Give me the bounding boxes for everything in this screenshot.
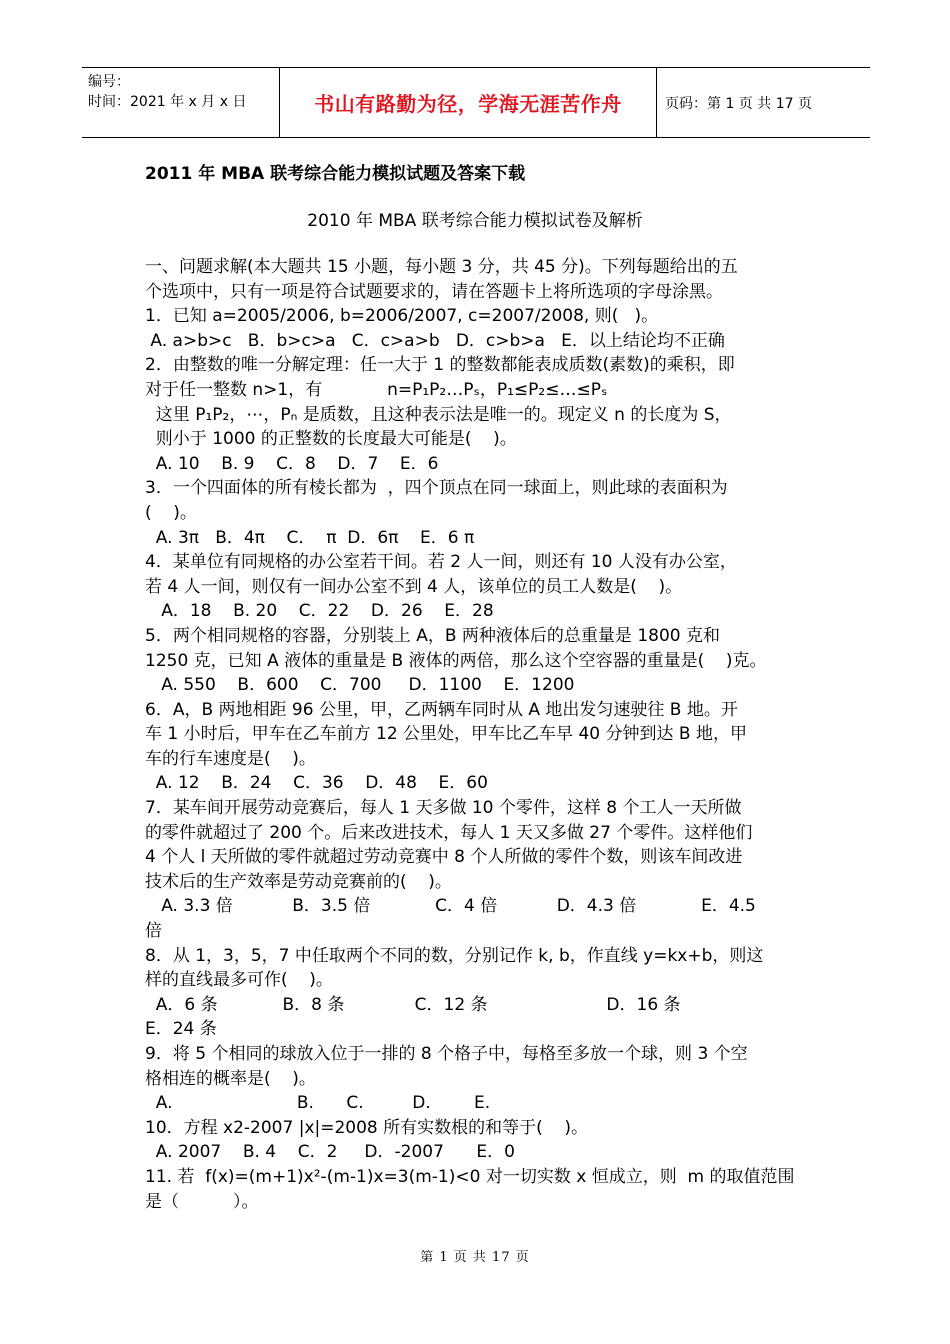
text-line: 一、问题求解(本大题共 15 小题，每小题 3 分，共 45 分)。下列每题给出的五: [145, 257, 738, 277]
text-line: 技术后的生产效率是劳动竞赛前的( )。: [145, 871, 452, 892]
text-line: 是（ ）。: [145, 1191, 259, 1212]
text-line: A. 10 B. 9 C．8 D．7 E．6: [145, 453, 439, 474]
text-line: 3．一个四面体的所有棱长都为 ，四个顶点在同一球面上，则此球的表面积为: [145, 478, 728, 499]
text-line: 倍: [145, 921, 162, 942]
header-motto: 书山有路勤为径，学海无涯苦作舟: [280, 68, 657, 137]
header-meta-cell: [82, 68, 280, 137]
text-line: 这里 P₁P₂，⋯，Pₙ 是质数，且这种表示法是唯一的。现定义 n 的长度为 S，: [145, 404, 732, 425]
text-line: 的零件就超过了 200 个。后来改进技术，每人 1 天又多做 27 个零件。这样他们: [145, 822, 753, 843]
header-table: [82, 67, 870, 138]
text-line: 则小于 1000 的正整数的长度最大可能是( )。: [145, 429, 517, 450]
text-line: 4 个人 l 天所做的零件就超过劳动竞赛中 8 个人所做的零件个数，则该车间改进: [145, 847, 743, 868]
text-line: 车 1 小时后，甲车在乙车前方 12 公里处，甲车比乙车早 40 分钟到达 B 地，甲: [145, 724, 747, 745]
text-line: A. 2007 B. 4 C．2 D．-2007 E．0: [145, 1142, 515, 1163]
text-line: 格相连的概率是( )。: [145, 1068, 316, 1089]
text-line: A. B. C. D. E.: [145, 1093, 491, 1114]
time-label: 时间：2021 年 x 月 x 日: [88, 94, 247, 110]
text-line: A．6 条 B．8 条 C．12 条 D．16 条: [145, 994, 681, 1015]
text-line: 6．A，B 两地相距 96 公里，甲，乙两辆车同时从 A 地出发匀速驶往 B 地。开: [145, 699, 738, 720]
text-line: A. 3.3 倍 B．3.5 倍 C．4 倍 D．4.3 倍 E．4.5: [145, 896, 756, 917]
header-page-info: 页码：第 1 页 共 17 页: [665, 95, 812, 112]
text-line: E．24 条: [145, 1019, 217, 1040]
text-line: 4．某单位有同规格的办公室若干间。若 2 人一间，则还有 10 人没有办公室，: [145, 552, 737, 573]
text-line: 8．从 1，3，5，7 中任取两个不同的数，分别记作 k, b，作直线 y=kx+b，则这: [145, 945, 764, 966]
text-line: A. 12 B．24 C．36 D．48 E．60: [145, 773, 488, 794]
text-line: 样的直线最多可作( )。: [145, 970, 333, 991]
text-line: 若 4 人一间，则仅有一间办公室不到 4 人，该单位的员工人数是( )。: [145, 576, 683, 597]
text-line: 个选项中，只有一项是符合试题要求的，请在答题卡上将所选项的字母涂黑。: [145, 281, 723, 302]
text-line: 1250 克，已知 A 液体的重量是 B 液体的两倍，那么这个空容器的重量是( )克。: [145, 650, 767, 671]
text-line: A. 550 B．600 C．700 D．1100 E．1200: [145, 675, 575, 696]
text-line: 2．由整数的唯一分解定理：任一大于 1 的整数都能表成质数(素数)的乘积，即: [145, 355, 735, 376]
text-line: A．18 B. 20 C．22 D．26 E．28: [145, 601, 494, 622]
text-line: ( )。: [145, 502, 197, 523]
page-footer: 第 1 页 共 17 页: [420, 1250, 530, 1265]
text-line: 7．某车间开展劳动竞赛后，每人 1 天多做 10 个零件，这样 8 个工人一天所做: [145, 798, 742, 819]
text-line: 1．已知 a=2005/2006, b=2006/2007, c=2007/2008, 则( )。: [145, 306, 659, 327]
text-line: 9．将 5 个相同的球放入位于一排的 8 个格子中，每格至多放一个球，则 3 个空: [145, 1044, 748, 1064]
text-line: A. 3π B．4π C． π D．6π E．6 π: [145, 527, 475, 548]
document-title: 2011 年 MBA 联考综合能力模拟试题及答案下载: [145, 164, 526, 184]
document-subtitle: 2010 年 MBA 联考综合能力模拟试卷及解析: [307, 211, 643, 231]
text-line: A. a>b>c B．b>c>a C．c>a>b D．c>b>a E．以上结论均不正确: [145, 330, 725, 351]
text-line: 5．两个相同规格的容器，分别装上 A，B 两种液体后的总重量是 1800 克和: [145, 625, 720, 646]
question-body: [145, 255, 810, 1214]
text-line: 11. 若 f(x)=(m+1)x²-(m-1)x=3(m-1)<0 对一切实数 x 恒成立，则 m 的取值范围: [145, 1166, 795, 1187]
text-line: 对于任一整数 n>1，有 n=P₁P₂…Pₛ，P₁≤P₂≤…≤Pₛ: [145, 379, 608, 400]
number-label: 编号：: [88, 74, 130, 90]
text-line: 10．方程 x2-2007 |x|=2008 所有实数根的和等于( )。: [145, 1117, 589, 1138]
text-line: 车的行车速度是( )。: [145, 748, 316, 769]
